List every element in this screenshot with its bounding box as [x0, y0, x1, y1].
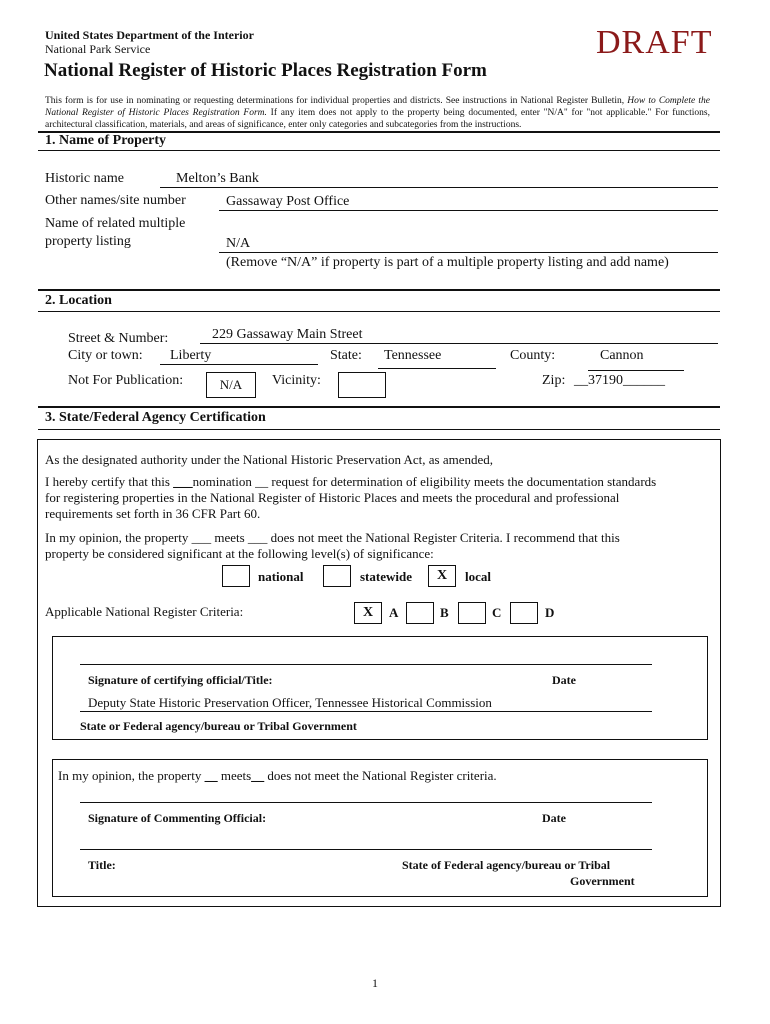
section2-top-rule: [38, 289, 720, 291]
page-number: 1: [372, 976, 378, 990]
page-title: National Register of Historic Places Registration Form: [44, 60, 487, 81]
national-checkbox[interactable]: [222, 565, 250, 587]
related-listing-label-2: property listing: [45, 234, 131, 249]
section3-bottom-rule: [38, 429, 720, 430]
local-checkbox[interactable]: X: [428, 565, 456, 587]
local-label: local: [465, 569, 491, 584]
criterion-a-label: A: [389, 605, 399, 620]
related-listing-label-1: Name of related multiple: [45, 216, 186, 231]
intro-text: This form is for use in nominating or requesting determinations for individual properties and districts. See instructions in National Register Bulletin, How to Complete the National Register of Historic Places Registration Form. If any item does not apply to the property being documented, enter "N/A" for "not applicable." For functions, architectural classification, materials, and areas of significance, enter only categories and subcategories from the instructions.: [45, 96, 710, 130]
state-underline: [378, 368, 496, 369]
comment-title-label: Title:: [88, 858, 116, 872]
county-label: County:: [510, 348, 556, 363]
nfp-label: Not For Publication:: [68, 373, 184, 388]
date-label: Date: [552, 673, 576, 687]
other-names-field[interactable]: Gassaway Post Office: [226, 194, 350, 209]
cert-paragraph-3-line-2: property be considered significant at the following level(s) of significance:: [45, 546, 434, 561]
related-listing-field[interactable]: N/A: [226, 236, 251, 251]
section3-top-rule: [38, 406, 720, 408]
cert-paragraph-2-line-1: I hereby certify that this ___nomination __ request for determination of eligibility meets the documentation standards: [45, 474, 657, 489]
historic-name-field[interactable]: Melton’s Bank: [176, 171, 259, 186]
agency-name: United States Department of the Interior: [45, 28, 254, 42]
signature-label: Signature of certifying official/Title:: [88, 673, 273, 687]
statewide-checkbox[interactable]: [323, 565, 351, 587]
service-name: National Park Service: [45, 42, 151, 56]
signature-line[interactable]: [80, 664, 652, 665]
agency-label: State or Federal agency/bureau or Tribal Government: [80, 719, 357, 733]
criterion-b-checkbox[interactable]: [406, 602, 434, 624]
cert-paragraph-1: As the designated authority under the National Historic Preservation Act, as amended,: [45, 452, 494, 467]
historic-name-label: Historic name: [45, 171, 124, 186]
section2-heading: 2. Location: [45, 293, 112, 308]
vicinity-label: Vicinity:: [272, 373, 321, 388]
criterion-a-checkbox[interactable]: X: [354, 602, 382, 624]
section1-bottom-rule: [38, 150, 720, 151]
county-underline: [588, 370, 684, 371]
comment-signature-line[interactable]: [80, 802, 652, 803]
comment-agency-label-1: State of Federal agency/bureau or Tribal: [402, 858, 611, 872]
other-names-underline: [219, 210, 718, 211]
related-listing-note: (Remove “N/A” if property is part of a multiple property listing and add name): [226, 255, 669, 270]
criterion-d-label: D: [545, 605, 555, 620]
statewide-label: statewide: [360, 569, 412, 584]
comment-opinion: In my opinion, the property __ meets__ does not meet the National Register criteria.: [58, 768, 497, 783]
historic-name-underline: [160, 187, 718, 188]
criteria-label: Applicable National Register Criteria:: [45, 604, 244, 619]
official-title-underline: [80, 711, 652, 712]
section1-heading: 1. Name of Property: [45, 133, 167, 148]
city-underline: [160, 364, 318, 365]
cert-paragraph-3-line-1: In my opinion, the property ___ meets ___ does not meet the National Register Criteria. I recommend that this: [45, 530, 620, 545]
street-underline: [200, 343, 718, 344]
county-field[interactable]: Cannon: [600, 348, 644, 363]
related-listing-underline: [219, 252, 718, 253]
criterion-c-checkbox[interactable]: [458, 602, 486, 624]
cert-paragraph-2-line-2: for registering properties in the National Register of Historic Places and meets the procedural and professional: [45, 490, 620, 505]
state-label: State:: [330, 348, 362, 363]
city-label: City or town:: [68, 348, 143, 363]
nfp-box[interactable]: [206, 372, 256, 398]
zip-label: Zip:: [542, 373, 566, 388]
criterion-c-label: C: [492, 605, 502, 620]
street-field[interactable]: 229 Gassaway Main Street: [212, 327, 363, 342]
street-label: Street & Number:: [68, 331, 169, 346]
cert-paragraph-2-line-3: requirements set forth in 36 CFR Part 60.: [45, 506, 261, 521]
comment-title-line[interactable]: [80, 849, 652, 850]
official-title[interactable]: Deputy State Historic Preservation Officer, Tennessee Historical Commission: [88, 695, 492, 710]
section3-heading: 3. State/Federal Agency Certification: [45, 410, 266, 425]
nfp-value: N/A: [219, 377, 243, 392]
comment-date-label: Date: [542, 811, 566, 825]
vicinity-box[interactable]: [338, 372, 386, 398]
comment-signature-label: Signature of Commenting Official:: [88, 811, 267, 825]
comment-agency-label-2: Government: [570, 874, 635, 888]
state-field[interactable]: Tennessee: [384, 348, 442, 363]
other-names-label: Other names/site number: [45, 193, 186, 208]
section2-bottom-rule: [38, 311, 720, 312]
criterion-b-label: B: [440, 605, 449, 620]
zip-field[interactable]: __37190______: [574, 373, 665, 388]
city-field[interactable]: Liberty: [170, 348, 212, 363]
draft-stamp: DRAFT: [596, 24, 713, 61]
national-label: national: [258, 569, 304, 584]
criterion-d-checkbox[interactable]: [510, 602, 538, 624]
